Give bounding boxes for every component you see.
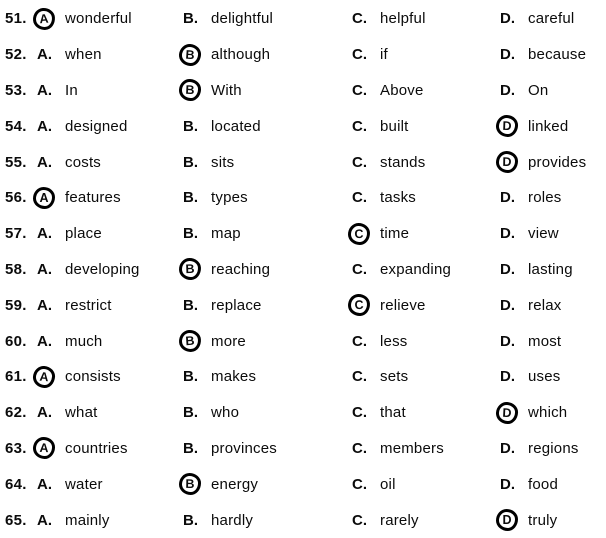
option-letter: B. bbox=[183, 189, 198, 207]
option-letter: D. bbox=[500, 296, 515, 314]
answer-circle: A bbox=[32, 365, 55, 388]
question-row bbox=[5, 466, 606, 502]
option-text: most bbox=[528, 332, 562, 350]
option-c bbox=[352, 46, 500, 63]
question-number: 65. bbox=[5, 511, 27, 529]
option-text: relax bbox=[528, 296, 562, 314]
option-d bbox=[500, 368, 606, 385]
option-text: hardly bbox=[211, 511, 254, 529]
question-row bbox=[5, 144, 606, 180]
option-a bbox=[37, 225, 183, 242]
option-text: restrict bbox=[65, 296, 112, 314]
option-text: place bbox=[65, 225, 102, 243]
option-text: that bbox=[380, 404, 406, 422]
option-letter: D. bbox=[500, 475, 515, 493]
option-letter: C. bbox=[352, 153, 367, 171]
option-text: oil bbox=[380, 475, 396, 493]
option-b bbox=[183, 297, 352, 314]
answer-circle: D bbox=[496, 115, 519, 138]
option-a bbox=[37, 118, 183, 135]
option-letter: A. bbox=[37, 153, 52, 171]
option-d bbox=[500, 82, 606, 99]
option-text: rarely bbox=[380, 511, 419, 529]
option-a bbox=[37, 404, 183, 421]
option-letter: C. bbox=[352, 475, 367, 493]
option-d bbox=[500, 46, 606, 63]
option-text: mainly bbox=[65, 511, 110, 529]
option-letter: B. bbox=[183, 225, 198, 243]
option-c bbox=[352, 154, 500, 171]
option-text: expanding bbox=[380, 260, 452, 278]
option-text: types bbox=[211, 189, 248, 207]
option-letter: A. bbox=[37, 475, 52, 493]
option-letter: C. bbox=[352, 439, 367, 457]
option-text: less bbox=[380, 332, 408, 350]
question-number: 55. bbox=[5, 153, 27, 171]
question-number: 59. bbox=[5, 296, 27, 314]
option-d bbox=[500, 402, 606, 424]
option-d bbox=[500, 189, 606, 206]
option-c bbox=[352, 261, 500, 278]
option-text: Above bbox=[380, 81, 424, 99]
option-a bbox=[37, 476, 183, 493]
question-number: 63. bbox=[5, 439, 27, 457]
option-a bbox=[37, 366, 183, 388]
option-letter: A. bbox=[37, 511, 52, 529]
question-number: 56. bbox=[5, 189, 27, 207]
option-text: when bbox=[65, 46, 102, 64]
option-d bbox=[500, 440, 606, 457]
option-a bbox=[37, 297, 183, 314]
option-text: sets bbox=[380, 368, 409, 386]
option-text: view bbox=[528, 225, 559, 243]
option-letter: B. bbox=[183, 117, 198, 135]
option-text: located bbox=[211, 117, 261, 135]
option-text: relieve bbox=[380, 296, 426, 314]
option-text: roles bbox=[528, 189, 562, 207]
option-c bbox=[352, 476, 500, 493]
option-letter: D. bbox=[500, 225, 515, 243]
answer-circle: B bbox=[178, 79, 201, 102]
option-letter: A. bbox=[37, 260, 52, 278]
option-a bbox=[37, 512, 183, 529]
option-letter: B. bbox=[183, 153, 198, 171]
option-d bbox=[500, 115, 606, 137]
option-text: delightful bbox=[211, 10, 274, 28]
option-letter: A. bbox=[37, 404, 52, 422]
answer-circle: D bbox=[496, 509, 518, 531]
option-text: developing bbox=[65, 260, 140, 278]
option-text: time bbox=[380, 225, 410, 243]
option-b bbox=[183, 225, 352, 242]
option-text: helpful bbox=[380, 10, 426, 28]
option-letter: A. bbox=[37, 46, 52, 64]
question-number: 53. bbox=[5, 81, 27, 99]
question-row bbox=[5, 73, 606, 109]
question-number: 62. bbox=[5, 404, 27, 422]
option-d bbox=[500, 509, 606, 531]
question-row bbox=[5, 395, 606, 431]
answer-circle: C bbox=[347, 294, 370, 317]
option-letter: D. bbox=[500, 439, 515, 457]
option-text: linked bbox=[528, 117, 569, 135]
option-c bbox=[352, 404, 500, 421]
option-text: consists bbox=[65, 368, 121, 386]
option-a bbox=[37, 46, 183, 63]
option-letter: C. bbox=[352, 81, 367, 99]
option-text: costs bbox=[65, 153, 102, 171]
option-a bbox=[37, 82, 183, 99]
option-d bbox=[500, 476, 606, 493]
question-number: 60. bbox=[5, 332, 27, 350]
answer-circle: A bbox=[33, 437, 56, 460]
option-letter: D. bbox=[500, 368, 515, 386]
option-c bbox=[352, 294, 500, 316]
question-number: 51. bbox=[5, 10, 27, 28]
option-c bbox=[352, 368, 500, 385]
option-b bbox=[183, 189, 352, 206]
question-number: 54. bbox=[5, 117, 27, 135]
option-b bbox=[183, 154, 352, 171]
option-b bbox=[183, 118, 352, 135]
option-letter: D. bbox=[500, 260, 515, 278]
option-letter: D. bbox=[500, 81, 515, 99]
question-row bbox=[5, 502, 606, 538]
option-letter: C. bbox=[352, 117, 367, 135]
answer-circle: A bbox=[32, 7, 55, 30]
question-row bbox=[5, 108, 606, 144]
option-b bbox=[183, 330, 352, 352]
question-row bbox=[5, 216, 606, 252]
option-d bbox=[500, 297, 606, 314]
option-b bbox=[183, 512, 352, 529]
question-number: 57. bbox=[5, 225, 27, 243]
answer-circle: B bbox=[179, 473, 201, 495]
option-c bbox=[352, 10, 500, 27]
option-a bbox=[37, 261, 183, 278]
option-c bbox=[352, 118, 500, 135]
option-c bbox=[352, 333, 500, 350]
answer-circle: B bbox=[178, 43, 201, 66]
question-row bbox=[5, 37, 606, 73]
option-d bbox=[500, 151, 606, 173]
option-b bbox=[183, 404, 352, 421]
option-letter: D. bbox=[500, 332, 515, 350]
option-b bbox=[183, 368, 352, 385]
option-text: provides bbox=[528, 153, 587, 171]
question-number: 52. bbox=[5, 46, 27, 64]
option-letter: C. bbox=[352, 404, 367, 422]
option-b bbox=[183, 44, 352, 66]
option-text: replace bbox=[211, 296, 262, 314]
option-letter: A. bbox=[37, 225, 52, 243]
option-text: water bbox=[65, 475, 103, 493]
option-letter: B. bbox=[183, 296, 198, 314]
option-text: makes bbox=[211, 368, 257, 386]
option-letter: C. bbox=[352, 368, 367, 386]
option-c bbox=[352, 440, 500, 457]
option-text: members bbox=[380, 439, 444, 457]
answer-circle: A bbox=[33, 187, 55, 209]
option-text: if bbox=[380, 46, 388, 64]
option-text: reaching bbox=[211, 260, 271, 278]
option-a bbox=[37, 154, 183, 171]
option-text: In bbox=[65, 81, 78, 99]
question-number: 64. bbox=[5, 475, 27, 493]
answer-circle: B bbox=[178, 329, 201, 352]
option-text: who bbox=[211, 404, 240, 422]
answer-circle: D bbox=[496, 151, 518, 173]
option-letter: C. bbox=[352, 511, 367, 529]
option-b bbox=[183, 440, 352, 457]
option-letter: C. bbox=[352, 260, 367, 278]
option-d bbox=[500, 225, 606, 242]
question-row bbox=[5, 431, 606, 467]
option-text: more bbox=[211, 332, 246, 350]
option-text: which bbox=[528, 404, 568, 422]
option-text: food bbox=[528, 475, 558, 493]
question-row bbox=[5, 1, 606, 37]
option-text: provinces bbox=[211, 439, 277, 457]
option-letter: B. bbox=[183, 404, 198, 422]
option-text: what bbox=[65, 404, 98, 422]
option-a bbox=[37, 8, 183, 30]
option-letter: C. bbox=[352, 46, 367, 64]
question-row bbox=[5, 287, 606, 323]
option-letter: C. bbox=[352, 332, 367, 350]
option-letter: B. bbox=[183, 439, 198, 457]
option-letter: A. bbox=[37, 81, 52, 99]
option-text: because bbox=[528, 46, 587, 64]
option-b bbox=[183, 258, 352, 280]
option-text: truly bbox=[528, 511, 558, 529]
option-text: countries bbox=[65, 439, 128, 457]
option-b bbox=[183, 10, 352, 27]
option-d bbox=[500, 10, 606, 27]
option-a bbox=[37, 333, 183, 350]
option-c bbox=[352, 512, 500, 529]
answer-circle: D bbox=[495, 401, 518, 424]
option-letter: D. bbox=[500, 10, 515, 28]
option-text: wonderful bbox=[65, 10, 132, 28]
option-a bbox=[37, 437, 183, 459]
option-text: tasks bbox=[380, 189, 417, 207]
option-letter: C. bbox=[352, 189, 367, 207]
option-c bbox=[352, 189, 500, 206]
option-letter: B. bbox=[183, 10, 198, 28]
question-number: 58. bbox=[5, 260, 27, 278]
option-letter: B. bbox=[183, 511, 198, 529]
answer-circle: B bbox=[179, 258, 202, 281]
option-text: built bbox=[380, 117, 409, 135]
option-d bbox=[500, 261, 606, 278]
option-text: although bbox=[211, 46, 271, 64]
option-text: With bbox=[211, 81, 242, 99]
option-b bbox=[183, 79, 352, 101]
question-row bbox=[5, 180, 606, 216]
option-text: sits bbox=[211, 153, 235, 171]
option-text: stands bbox=[380, 153, 426, 171]
option-text: On bbox=[528, 81, 549, 99]
option-c bbox=[352, 223, 500, 245]
question-number: 61. bbox=[5, 368, 27, 386]
option-text: regions bbox=[528, 439, 579, 457]
option-text: lasting bbox=[528, 260, 573, 278]
option-text: careful bbox=[528, 10, 575, 28]
option-text: designed bbox=[65, 117, 128, 135]
option-c bbox=[352, 82, 500, 99]
question-row bbox=[5, 359, 606, 395]
option-letter: A. bbox=[37, 117, 52, 135]
option-text: energy bbox=[211, 475, 259, 493]
option-letter: D. bbox=[500, 46, 515, 64]
question-row bbox=[5, 323, 606, 359]
option-letter: B. bbox=[183, 368, 198, 386]
answer-circle: C bbox=[348, 222, 370, 244]
option-text: features bbox=[65, 189, 121, 207]
option-text: map bbox=[211, 225, 241, 243]
option-text: much bbox=[65, 332, 103, 350]
option-letter: A. bbox=[37, 296, 52, 314]
option-d bbox=[500, 333, 606, 350]
option-letter: C. bbox=[352, 10, 367, 28]
option-text: uses bbox=[528, 368, 561, 386]
option-a bbox=[37, 187, 183, 209]
option-letter: D. bbox=[500, 189, 515, 207]
question-row bbox=[5, 252, 606, 288]
option-b bbox=[183, 473, 352, 495]
option-letter: A. bbox=[37, 332, 52, 350]
